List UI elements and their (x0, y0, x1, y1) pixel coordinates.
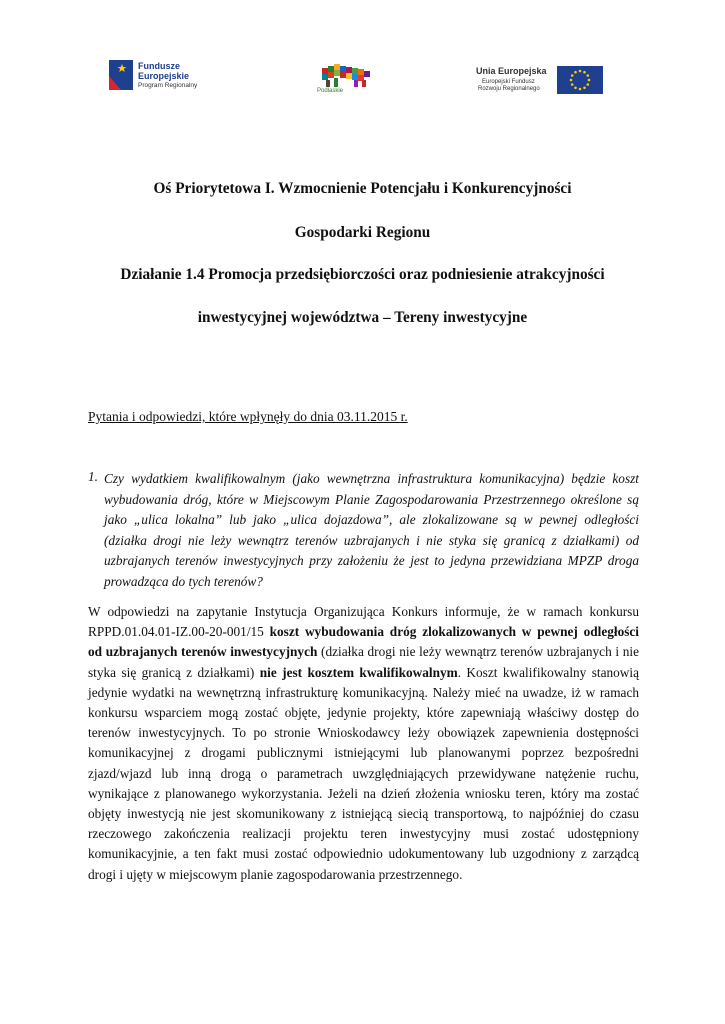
unia-europejska-logo (474, 66, 604, 96)
question-text: Czy wydatkiem kwalifikowalnym (jako wewnętrzna infrastruktura komunikacyjna) będzie koszt wybudowania dróg, które w Miejscowym Planie Zagospodarowania Przestrzennego określone są jako „ulica lokalna” lub jako „ulica dojazdowa”, ale zlokalizowane są w pewnej odległości (działka drogi nie leży wewnątrz terenów uzbrajanych i nie styka się granicą z działkami) od uzbrajanych terenów inwestycyjnych przy założeniu że jest to jedyna przewidziana MPZP droga prowadząca do tych terenów? (104, 471, 639, 589)
subheading-date: Pytania i odpowiedzi, które wpłynęły do dnia 03.11.2015 r. (88, 409, 408, 424)
podlaskie-logo-label: Podlaskie (317, 88, 344, 94)
bison-icon (318, 62, 374, 88)
fe-logo-line1: Fundusze (138, 61, 180, 71)
title-line-1: Oś Priorytetowa I. Wzmocnienie Potencjału i Konkurencyjności (153, 180, 572, 197)
ue-logo-line3: Rozwoju Regionalnego (478, 86, 540, 92)
fe-flag-icon (109, 60, 133, 90)
answer-paragraph (88, 602, 639, 885)
title-line-2: Gospodarki Regionu (294, 224, 431, 241)
fe-logo-line2: Europejskie (138, 71, 190, 81)
answer-text-3: . Koszt kwalifikowalny stanowią jedynie wydatki na wewnętrzną infrastrukturę komunikacyjną. Należy mieć na uwadze, iż w ramach konkursu wsparciem mogą zostać objęte, jedynie projekty, które zapewniają właściwy dostęp do terenów inwestycyjnych. To po stronie Wnioskodawcy leży obowiązek zapewnienia dostępności komunikacyjnej z drogami publicznymi istniejącymi lub planowanymi poprzez bezpośredni zjazd/wjazd lub inną drogą o parametrach uwzględniających przewidywane natężenie ruchu, wynikające z planowanego wykorzystania. Jeżeli na dzień złożenia wniosku teren, który ma zostać objęty inwestycją nie jest skomunikowany z istniejącą siecią transportową, to najpóźniej do czasu rzeczowego zakończenia realizacji projektu teren inwestycyjny musi zostać udostępniony komunikacyjnie, a ten fakt musi zostać odpowiednio udokumentowany lub uzgodniony z zarządcą drogi i ujęty w miejscowym planie zagospodarowania przestrzennego. (88, 664, 639, 882)
ue-logo-line2: Europejski Fundusz (482, 79, 535, 85)
ue-logo-line1: Unia Europejska (476, 66, 547, 76)
answer-text-1: W odpowiedzi na zapytanie Instytucja Organizująca Konkurs informuje, że w ramach konkursu RPPD.01.04.01-IZ.00-20-001/15 (88, 604, 639, 640)
title-line-3: Działanie 1.4 Promocja przedsiębiorczości oraz podniesienie atrakcyjności (120, 266, 605, 283)
answer-bold-1: koszt wybudowania dróg zlokalizowanych w pewnej odległości od uzbrajanych terenów inwestycyjnych (88, 624, 640, 660)
title-line-4: inwestycyjnej województwa – Tereny inwestycyjne (197, 309, 528, 326)
answer-bold-2: nie jest kosztem kwalifikowalnym (259, 664, 458, 680)
answer-text-2: (działka drogi nie leży wewnątrz terenów uzbrajanych i nie styka się granicą z działkami) (88, 644, 639, 680)
fundusze-europejskie-logo (109, 60, 219, 96)
podlaskie-logo (316, 62, 376, 98)
fe-logo-line3: Program Regionalny (138, 82, 198, 89)
eu-flag-icon (557, 66, 603, 94)
question-number: 1. (88, 469, 98, 484)
